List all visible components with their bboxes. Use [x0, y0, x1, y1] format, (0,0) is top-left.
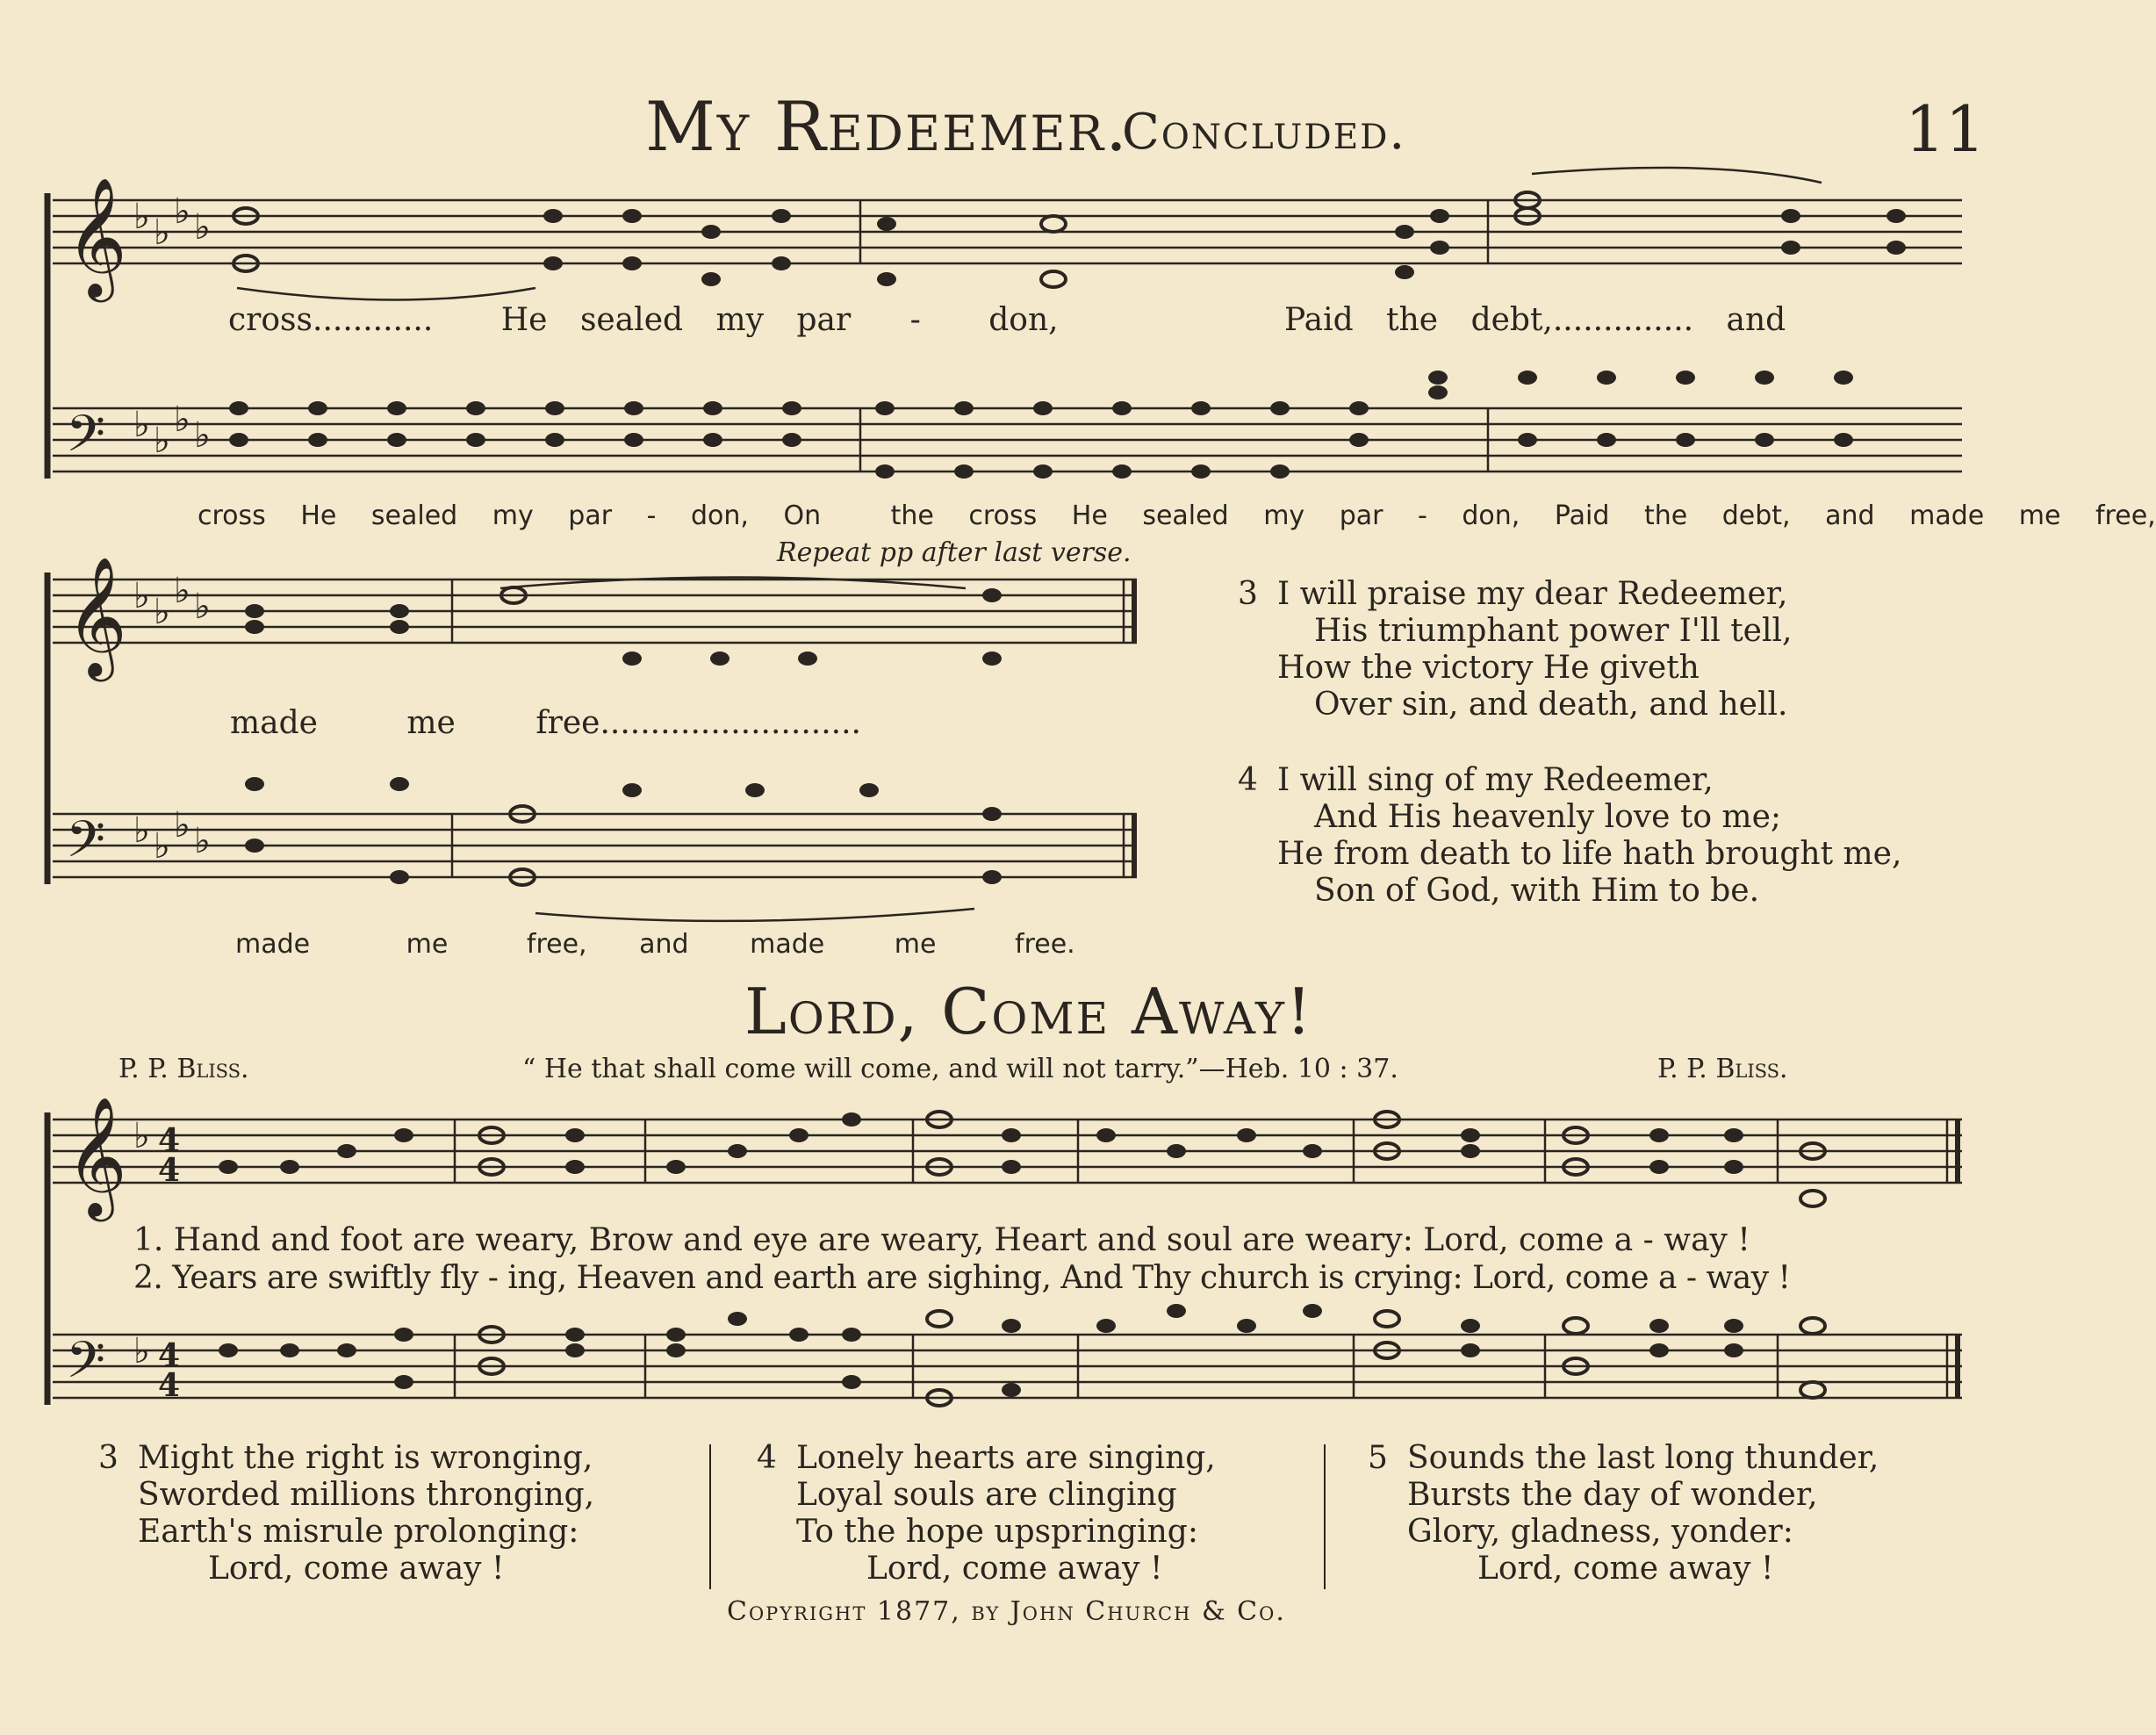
redeemer-treble-lyrics-1: cross............ He sealed my par - don, Paid the debt,.............. and [228, 302, 1786, 338]
scripture-epigraph: “ He that shall come will come, and will not tarry.”—Heb. 10 : 37. [522, 1054, 1398, 1084]
svg-text:𝄞: 𝄞 [66, 176, 127, 297]
svg-text:♭: ♭ [133, 576, 150, 616]
svg-text:♭: ♭ [133, 810, 150, 851]
redeemer-verse-4: 4 I will sing of my Redeemer, And His heavenly love to me; He from death to life hath brought me, Son of God, with Him to be. [1238, 762, 1902, 909]
lord-come-away-verse-3: 3 Might the right is wronging, Sworded millions thronging, Earth's misrule prolonging: Lord, come away ! [98, 1440, 595, 1587]
lord-come-away-verse-2: 2. Years are swiftly fly - ing, Heaven and earth are sighing, And Thy church is crying: Lord, come a - way ! [133, 1260, 1791, 1296]
redeemer-system-2 [35, 553, 1176, 931]
svg-text:♭: ♭ [133, 197, 150, 237]
redeemer-bass-lyrics-2: made me free, and made me free. [235, 929, 1075, 960]
svg-text:♭: ♭ [154, 421, 170, 461]
svg-text:♭: ♭ [194, 207, 211, 248]
composer-left: P. P. Bliss. [119, 1054, 249, 1084]
svg-text:♭: ♭ [133, 1116, 150, 1156]
svg-text:♭: ♭ [154, 212, 170, 253]
hymn-title-my-redeemer: My Redeemer. [645, 88, 1129, 167]
svg-text:♭: ♭ [174, 571, 190, 611]
svg-text:𝄢: 𝄢 [66, 1330, 106, 1402]
svg-text:4: 4 [158, 1152, 181, 1189]
svg-text:𝄢: 𝄢 [66, 810, 106, 882]
svg-text:♭: ♭ [194, 587, 211, 627]
svg-text:♭: ♭ [174, 191, 190, 232]
svg-text:♭: ♭ [133, 1331, 150, 1371]
svg-text:♭: ♭ [154, 592, 170, 632]
svg-text:♭: ♭ [174, 400, 190, 440]
svg-text:𝄞: 𝄞 [66, 555, 127, 676]
svg-text:♭: ♭ [154, 826, 170, 867]
svg-text:𝄞: 𝄞 [66, 1095, 127, 1216]
svg-text:4: 4 [158, 1122, 181, 1159]
svg-text:♭: ♭ [133, 405, 150, 445]
svg-text:♭: ♭ [194, 821, 211, 861]
lord-come-away-verse-4: 4 Lonely hearts are singing, Loyal souls are clinging To the hope upspringing: Lord, come away ! [757, 1440, 1216, 1587]
verse-divider-2 [1324, 1444, 1326, 1589]
svg-text:♭: ♭ [194, 415, 211, 456]
composer-right: P. P. Bliss. [1657, 1054, 1788, 1084]
verse-divider-1 [709, 1444, 711, 1589]
hymn-title-lord-come-away: Lord, Come Away! [744, 975, 1313, 1048]
svg-text:𝄢: 𝄢 [66, 404, 106, 476]
redeemer-treble-lyrics-2: made me free.......................... [230, 705, 861, 741]
redeemer-verse-3: 3 I will praise my dear Redeemer, His triumphant power I'll tell, How the victory He giveth Over sin, and death, and hell. [1238, 576, 1793, 723]
page-number: 11 [1905, 92, 1986, 166]
copyright-notice: Copyright 1877, by John Church & Co. [727, 1596, 1286, 1627]
svg-text:♭: ♭ [174, 805, 190, 846]
redeemer-bass-lyrics-1: cross He sealed my par - don, On the cross He sealed my par - don, Paid the debt, and made me free, [198, 500, 2156, 531]
hymn-subtitle-concluded: Concluded. [1122, 104, 1407, 161]
repeat-instruction: Repeat pp after last verse. [777, 537, 1132, 568]
lord-come-away-verse-5: 5 Sounds the last long thunder, Bursts the day of wonder, Glory, gladness, yonder: Lord, come away ! [1368, 1440, 1879, 1587]
svg-text:4: 4 [158, 1337, 181, 1374]
lord-come-away-verse-1: 1. Hand and foot are weary, Brow and eye are weary, Heart and soul are weary: Lord, come a - way ! [133, 1222, 1750, 1258]
svg-text:4: 4 [158, 1367, 181, 1404]
